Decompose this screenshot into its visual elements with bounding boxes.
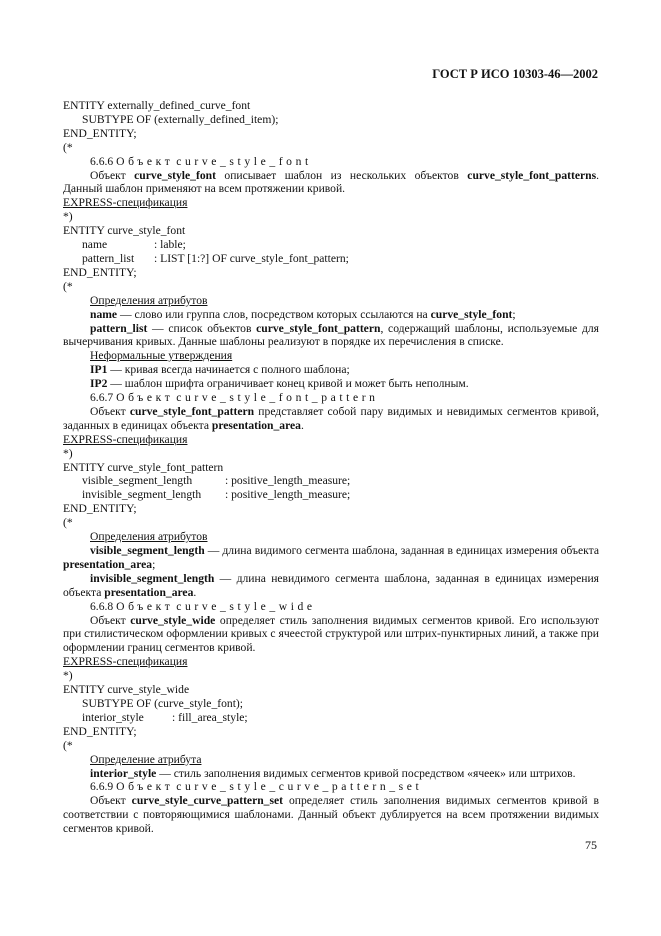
comment-open: (*	[63, 738, 73, 752]
code-line: ENTITY externally_defined_curve_font	[63, 99, 251, 112]
comment-open: (*	[63, 279, 73, 293]
informal-heading: Неформальные утверждения	[90, 349, 233, 363]
code-attribute: pattern_list : LIST [1:?] OF curve_style_font_pattern;	[82, 251, 349, 265]
code-line: SUBTYPE OF (externally_defined_item);	[82, 112, 279, 126]
section-heading: 6.6.9 Объект curve_style_curve_pattern_set	[90, 780, 423, 794]
page-number: 75	[585, 838, 597, 852]
code-attribute: invisible_segment_length : positive_length_measure;	[82, 488, 351, 502]
express-spec-heading: EXPRESS-спецификация	[63, 655, 188, 669]
definition: pattern_list — список объектов curve_style_font_pattern, содержащий шаблоны, используемые для вычерчивания кривых. Данные шаблоны реализуют в порядке их перечисления в списке.	[63, 321, 599, 349]
code-line: END_ENTITY;	[63, 265, 137, 279]
comment-close: *)	[63, 669, 73, 683]
definitions-heading: Определение атрибута	[90, 752, 202, 766]
express-spec-heading: EXPRESS-спецификация	[63, 432, 188, 446]
definition: visible_segment_length — длина видимого сегмента шаблона, заданная в единицах измерения объекта presentation_area;	[63, 544, 599, 571]
informal-prop: IP2 — шаблон шрифта ограничивает конец кривой и может быть неполным.	[90, 377, 469, 391]
comment-close: *)	[63, 446, 73, 460]
paragraph: Объект curve_style_curve_pattern_set определяет стиль заполнения видимых сегментов кривой в соответствии с повторяющимися шаблонами. Данный объект дублируется на всем протяжении видимых сегментов кривой.	[63, 794, 599, 836]
section-heading: 6.6.7 Объект curve_style_font_pattern	[90, 391, 379, 405]
code-attribute: interior_style : fill_area_style;	[82, 710, 248, 724]
code-line: ENTITY curve_style_font_pattern	[63, 460, 224, 474]
code-line: END_ENTITY;	[63, 126, 137, 140]
express-spec-heading: EXPRESS-спецификация	[63, 196, 188, 210]
comment-open: (*	[63, 140, 73, 154]
definition: name — слово или группа слов, посредством которых ссылаются на curve_style_font;	[90, 307, 516, 321]
definition: invisible_segment_length — длина невидимого сегмента шаблона, заданная в единицах измерения объекта presentation_area.	[63, 571, 599, 599]
code-line: END_ENTITY;	[63, 502, 137, 516]
code-line: END_ENTITY;	[63, 724, 137, 738]
code-attribute: visible_segment_length : positive_length_measure;	[82, 474, 351, 488]
paragraph: Объект curve_style_font описывает шаблон из нескольких объектов curve_style_font_patterns. Данный шаблон применяют на всем протяжении кривой.	[63, 168, 599, 196]
section-heading: 6.6.6 Объект curve_style_font	[90, 154, 312, 168]
code-attribute: name : lable;	[82, 238, 186, 252]
definitions-heading: Определения атрибутов	[90, 293, 208, 307]
paragraph: Объект curve_style_font_pattern представляет собой пару видимых и невидимых сегментов кривой, заданных в единицах объекта presentation_area.	[63, 404, 599, 432]
section-heading: 6.6.8 Объект curve_style_wide	[90, 599, 316, 613]
comment-open: (*	[63, 516, 73, 530]
page-header: ГОСТ Р ИСО 10303-46—2002	[432, 67, 598, 81]
code-line: ENTITY curve_style_font	[63, 224, 186, 238]
code-line: SUBTYPE OF (curve_style_font);	[82, 696, 244, 710]
paragraph: Объект curve_style_wide определяет стиль заполнения видимых сегментов кривой. Его используют при стилистическом оформлении кривых с ячеестой структурой или штрих-пунктирных линий, а также при оформлении границ сегментов кривой.	[63, 613, 599, 655]
definitions-heading: Определения атрибутов	[90, 530, 208, 544]
code-line: ENTITY curve_style_wide	[63, 683, 190, 697]
page-content	[63, 99, 599, 836]
definition: interior_style — стиль заполнения видимых сегментов кривой посредством «ячеек» или штрихов.	[90, 766, 576, 780]
comment-close: *)	[63, 210, 73, 224]
informal-prop: IP1 — кривая всегда начинается с полного шаблона;	[90, 363, 350, 377]
